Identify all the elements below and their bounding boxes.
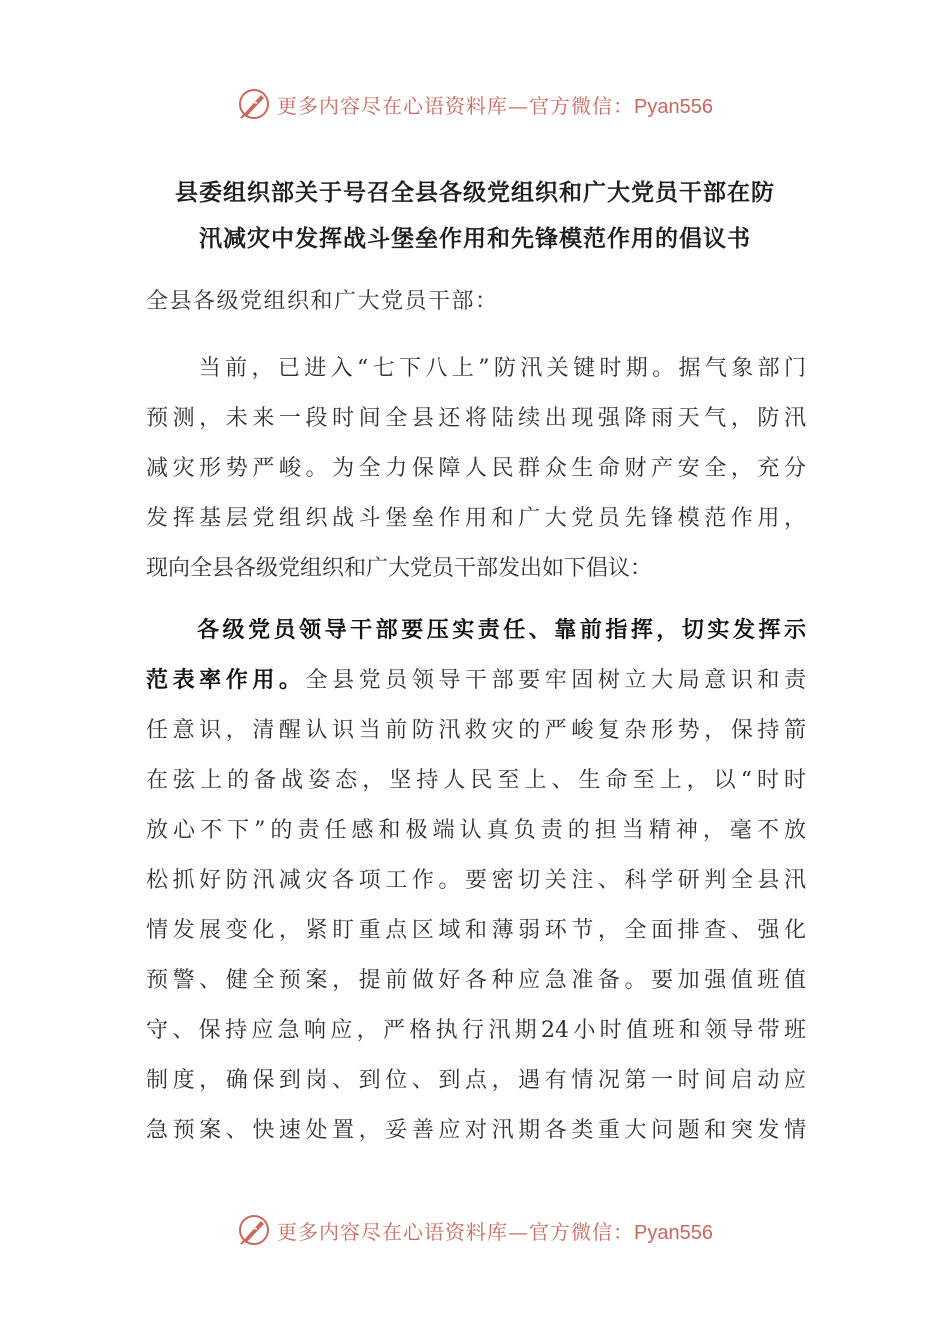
header-banner [0, 84, 950, 124]
paragraph-line: 在弦上的备战姿态，坚持人民至上、生命至上，以“时时 [146, 768, 806, 793]
paragraph-line: 预警、健全预案，提前做好各种应急准备。要加强值班值 [146, 968, 806, 993]
paragraph-line: 任意识，清醒认识当前防汛救灾的严峻复杂形势，保持箭 [146, 718, 806, 743]
pen-circle-logo-icon [237, 1213, 271, 1247]
paragraph-line-mixed [146, 656, 806, 706]
paragraph-line: 松抓好防汛减灾各项工作。要密切关注、科学研判全县汛 [146, 868, 806, 893]
paragraph-line: 急预案、快速处置，妥善应对汛期各类重大问题和突发情 [146, 1118, 806, 1143]
banner-handle: Pyan556 [634, 95, 713, 118]
paragraph-line: 预测，未来一段时间全县还将陆续出现强降雨天气，防汛 [146, 406, 806, 431]
title-line-2: 汛减灾中发挥战斗堡垒作用和先锋模范作用的倡议书 [199, 226, 751, 252]
pen-circle-logo-icon [237, 87, 271, 121]
paragraph-line: 守、保持应急响应，严格执行汛期24小时值班和领导带班 [146, 1018, 806, 1043]
paragraph-line: 发挥基层党组织战斗堡垒作用和广大党员先锋模范作用， [146, 506, 806, 531]
paragraph-bold-lead-end: 范表率作用。 [146, 668, 306, 693]
document-title [120, 170, 830, 262]
footer-banner [0, 1210, 950, 1250]
paragraph-line: 当前，已进入“七下八上”防汛关键时期。据气象部门 [146, 356, 806, 381]
paragraph-line-rest: 全县党员领导干部要牢固树立大局意识和责 [305, 668, 806, 693]
paragraph-line: 放心不下”的责任感和极端认真负责的担当精神，毫不放 [146, 818, 806, 843]
banner-handle: Pyan556 [634, 1221, 713, 1244]
paragraph-1 [146, 344, 806, 594]
paragraph-2 [146, 606, 806, 1156]
title-line-1: 县委组织部关于号召全县各级党组织和广大党员干部在防 [175, 180, 775, 206]
paragraph-line: 情发展变化，紧盯重点区域和薄弱环节，全面排查、强化 [146, 918, 806, 943]
paragraph-line: 减灾形势严峻。为全力保障人民群众生命财产安全，充分 [146, 456, 806, 481]
paragraph-line: 制度，确保到岗、到位、到点，遇有情况第一时间启动应 [146, 1068, 806, 1093]
salutation: 全县各级党组织和广大党员干部： [146, 289, 499, 314]
banner-text: 更多内容尽在心语资料库—官方微信：Pyan556 [277, 1219, 713, 1244]
banner-text: 更多内容尽在心语资料库—官方微信：Pyan556 [277, 93, 713, 118]
paragraph-bold-lead-line: 各级党员领导干部要压实责任、靠前指挥，切实发挥示 [146, 618, 806, 643]
paragraph-line: 现向全县各级党组织和广大党员干部发出如下倡议： [146, 556, 653, 581]
